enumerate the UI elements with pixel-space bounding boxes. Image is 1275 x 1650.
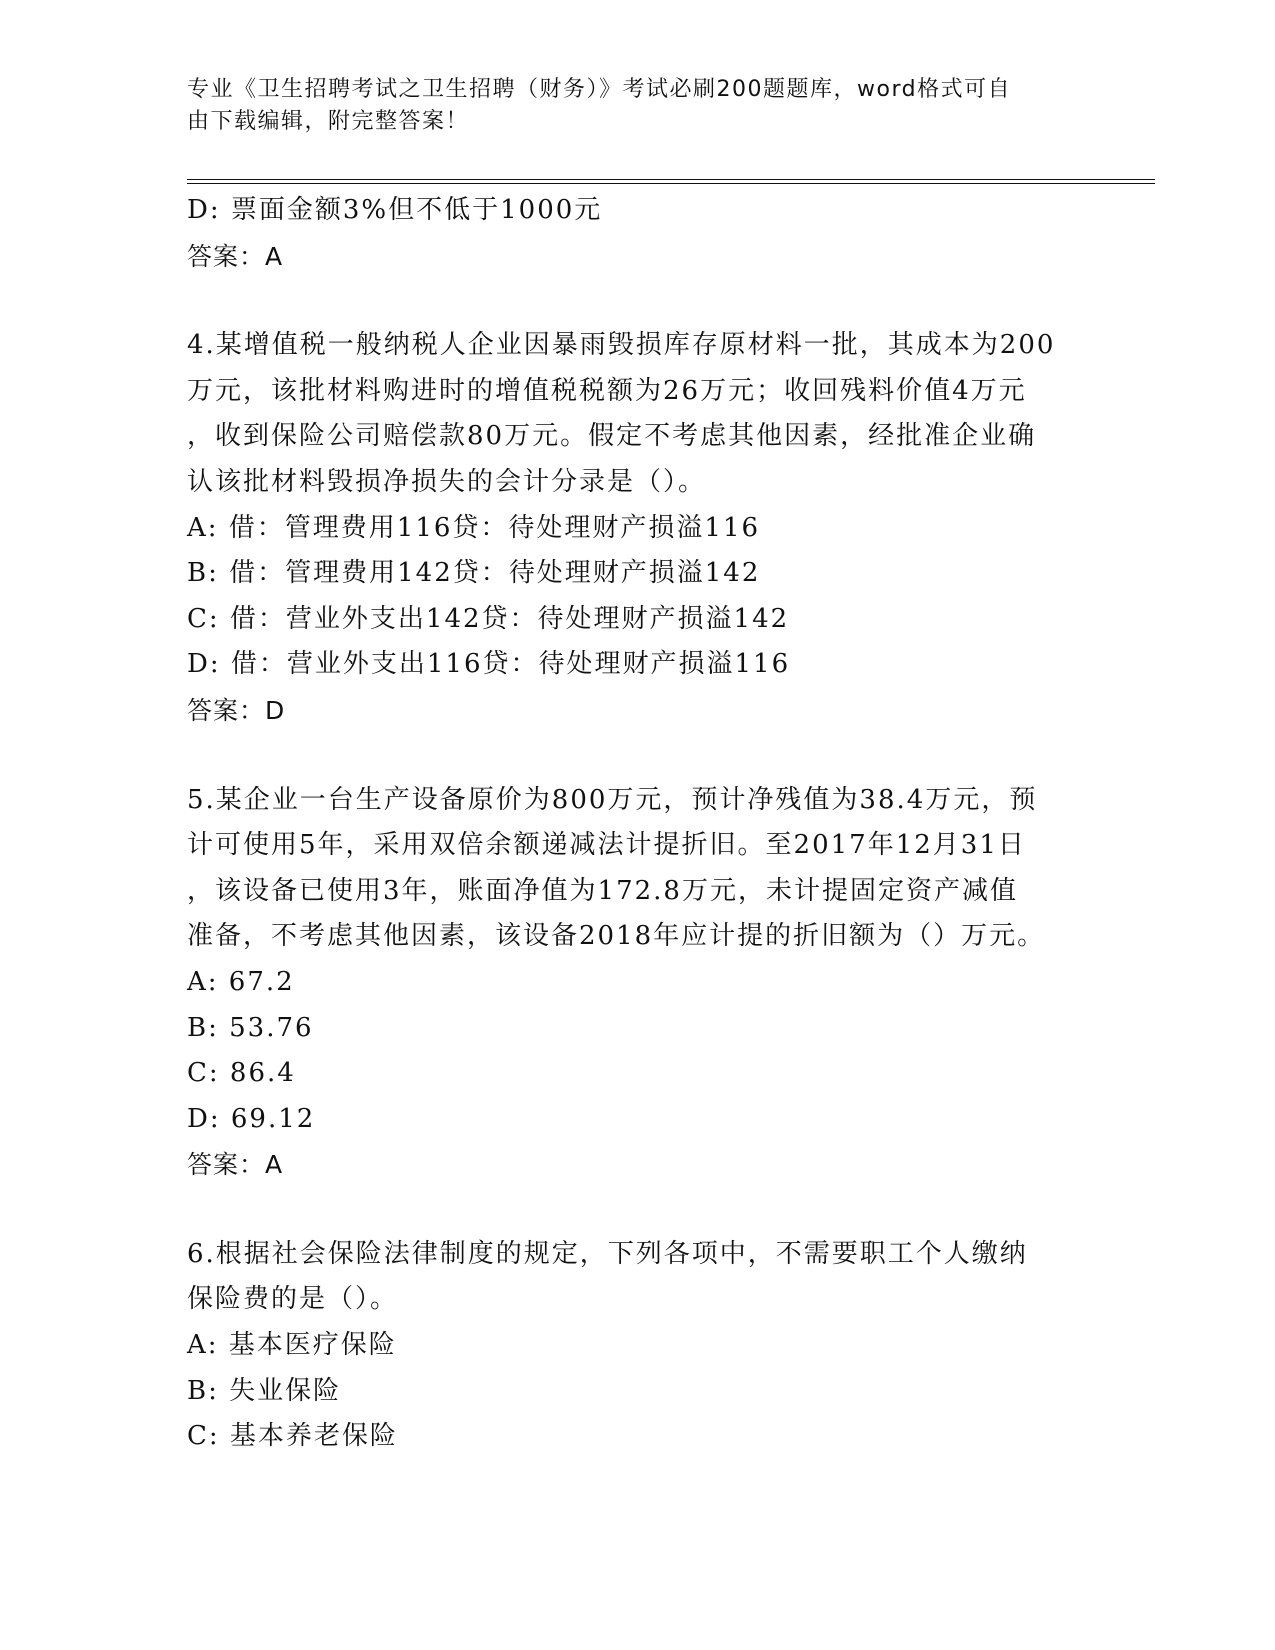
question-line: A: 基本医疗保险	[187, 1330, 397, 1361]
question-line: C: 基本养老保险	[187, 1421, 398, 1452]
question-block	[187, 778, 1087, 1188]
question-block	[187, 188, 1087, 279]
question-line: 5.某企业一台生产设备原价为800万元，预计净残值为38.4万元，预	[187, 784, 1038, 815]
answer-line: 答案：D	[187, 695, 286, 725]
question-line: B: 失业保险	[187, 1375, 342, 1406]
question-line: B: 借：管理费用142贷：待处理财产损溢142	[187, 558, 761, 589]
block-gap	[187, 734, 1087, 778]
question-line: ，收到保险公司赔偿款80万元。假定不考虑其他因素，经批准企业确	[187, 421, 1037, 452]
question-line: D: 借：营业外支出116贷：待处理财产损溢116	[187, 649, 791, 680]
answer-line: 答案：A	[187, 241, 284, 271]
question-block	[187, 323, 1087, 733]
question-block	[187, 1232, 1087, 1460]
header-line-2: 由下载编辑，附完整答案！	[187, 109, 470, 134]
block-gap	[187, 1188, 1087, 1232]
header-divider-bottom	[187, 183, 1155, 184]
question-line: 认该批材料毁损净损失的会计分录是（）。	[187, 466, 707, 497]
question-line: 保险费的是（）。	[187, 1284, 399, 1315]
question-line: C: 借：营业外支出142贷：待处理财产损溢142	[187, 603, 790, 634]
question-line: 6.根据社会保险法律制度的规定，下列各项中，不需要职工个人缴纳	[187, 1238, 1028, 1269]
question-line: 计可使用5年，采用双倍余额递减法计提折旧。至2017年12月31日	[187, 830, 1026, 861]
answer-line: 答案：A	[187, 1150, 284, 1180]
question-line: A: 67.2	[187, 966, 295, 997]
document-header	[187, 74, 1067, 138]
question-line: C: 86.4	[187, 1058, 296, 1089]
block-gap	[187, 279, 1087, 323]
header-divider-top	[187, 179, 1155, 180]
header-line-1: 专业《卫生招聘考试之卫生招聘（财务）》考试必刷200题题库，word格式可自	[187, 77, 1012, 102]
question-line: 4.某增值税一般纳税人企业因暴雨毁损库存原材料一批，其成本为200	[187, 330, 1056, 361]
question-line: D: 69.12	[187, 1103, 316, 1134]
question-line: 准备，不考虑其他因素，该设备2018年应计提的折旧额为（）万元。	[187, 921, 1046, 952]
question-line: 万元，该批材料购进时的增值税税额为26万元；收回残料价值4万元	[187, 375, 1027, 406]
question-line: ，该设备已使用3年，账面净值为172.8万元，未计提固定资产减值	[187, 875, 1018, 906]
question-line: B: 53.76	[187, 1012, 314, 1043]
question-line: A: 借：管理费用116贷：待处理财产损溢116	[187, 512, 761, 543]
question-list	[187, 188, 1087, 1460]
question-line: D: 票面金额3%但不低于1000元	[187, 195, 603, 225]
